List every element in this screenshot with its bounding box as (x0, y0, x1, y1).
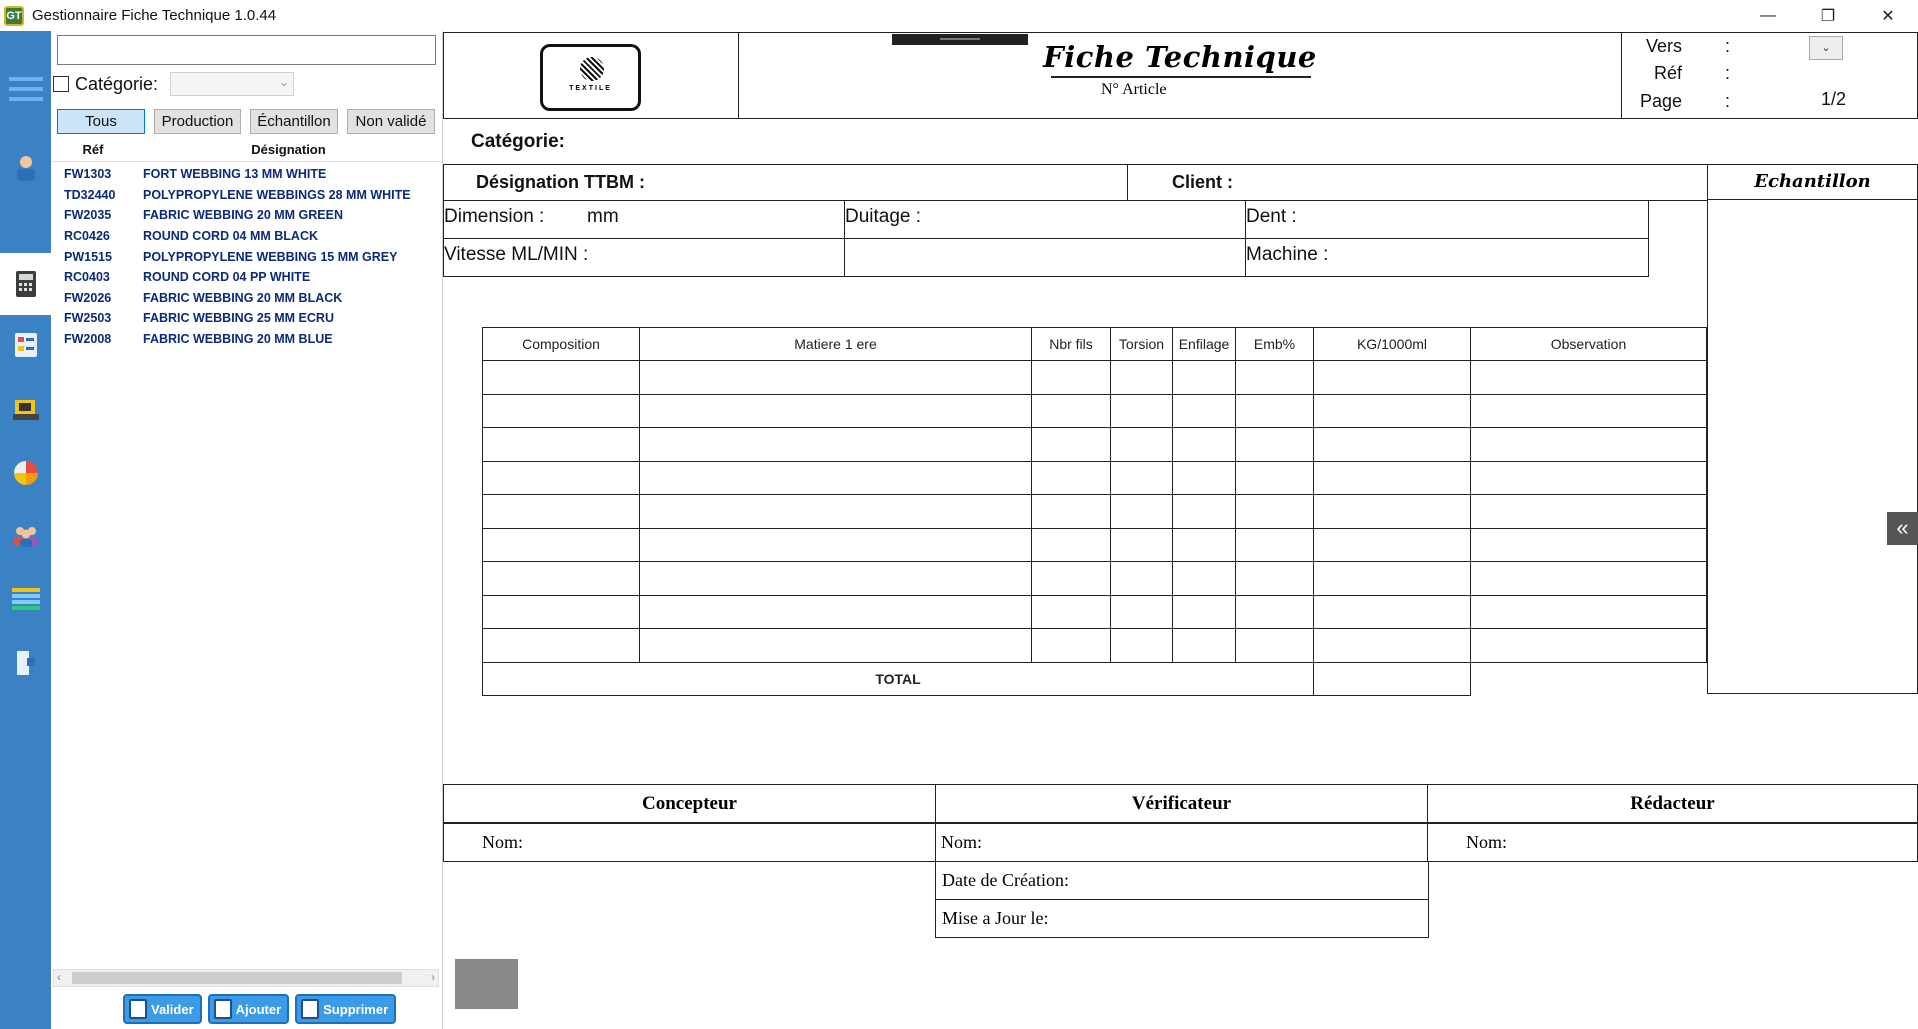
list-icon[interactable] (0, 574, 51, 624)
page-label: Page (1640, 91, 1683, 111)
client-cell (1127, 164, 1708, 201)
category-select[interactable] (170, 72, 294, 96)
column-header-designation[interactable]: Désignation (251, 141, 326, 157)
list-item-ref: PW1515 (64, 249, 112, 264)
filter-non-valide-button[interactable]: Non validé (347, 109, 435, 134)
supprimer-label: Supprimer (323, 1001, 389, 1017)
door-exit-icon (15, 650, 37, 676)
col-nbr-fils: Nbr fils (1032, 328, 1111, 361)
company-logo (540, 44, 641, 111)
col-enfilage: Enfilage (1173, 328, 1236, 361)
supprimer-button[interactable] (295, 994, 396, 1024)
designation-label: Désignation TTBM : (476, 172, 645, 192)
col-observation: Observation (1471, 328, 1707, 361)
app-icon: GT (4, 6, 24, 26)
table-row[interactable] (483, 528, 1707, 562)
redacteur-header: Rédacteur (1427, 784, 1918, 823)
dent-cell (1245, 200, 1649, 239)
designation-cell (443, 164, 1128, 201)
list-item[interactable] (51, 288, 442, 309)
filter-tous-button[interactable]: Tous (57, 109, 145, 134)
total-label: TOTAL (483, 662, 1314, 696)
list-item-designation: FORT WEBBING 13 MM WHITE (143, 167, 327, 182)
article-list-panel (51, 31, 443, 1029)
form-icon[interactable] (0, 320, 51, 370)
action-buttons (123, 994, 396, 1024)
col-kg: KG/1000ml (1314, 328, 1471, 361)
fingerprint-icon (580, 57, 604, 81)
redacteur-nom: Nom: (1427, 823, 1918, 862)
list-item[interactable] (51, 164, 442, 185)
composition-table (482, 327, 1707, 696)
article-list (51, 164, 442, 349)
list-item-ref: FW2026 (64, 290, 112, 305)
colon: : (1725, 91, 1731, 111)
scroll-thumb[interactable] (72, 972, 402, 984)
vitesse-label: Vitesse ML/MIN : (444, 244, 589, 265)
article-number-label: N° Article (1101, 81, 1167, 98)
colon: : (1725, 36, 1731, 56)
table-row[interactable] (483, 629, 1707, 663)
table-row[interactable] (483, 562, 1707, 596)
window-controls (1738, 0, 1918, 31)
version-select[interactable] (1809, 36, 1843, 60)
list-item-designation: FABRIC WEBBING 20 MM BLUE (143, 332, 333, 347)
duitage-label: Duitage : (845, 206, 922, 227)
filter-echantillon-button[interactable]: Échantillon (250, 109, 338, 134)
table-header-row (483, 328, 1707, 361)
chevron-down-icon: ⌄ (279, 75, 290, 89)
vers-label: Vers (1646, 36, 1683, 56)
search-input[interactable] (57, 35, 436, 65)
empty-cell (1471, 662, 1707, 696)
list-item-designation: FABRIC WEBBING 20 MM BLACK (143, 290, 343, 305)
mise-a-jour: Mise a Jour le: (935, 899, 1429, 938)
vitesse-cell (443, 238, 845, 277)
category-checkbox[interactable] (53, 76, 69, 92)
list-item-ref: FW2503 (64, 311, 112, 326)
list-item[interactable] (51, 329, 442, 350)
scroll-left-icon[interactable]: ‹ (57, 970, 61, 984)
close-button[interactable]: ✕ (1881, 7, 1895, 25)
document-list-icon (15, 333, 37, 357)
document-title: Fiche Technique (1043, 40, 1317, 74)
list-item-ref: RC0426 (64, 229, 110, 244)
status-filters (57, 109, 435, 134)
table-row[interactable] (483, 461, 1707, 495)
dimension-cell (443, 200, 845, 239)
calculator-glyph-icon (16, 271, 36, 297)
list-item-designation: ROUND CORD 04 MM BLACK (143, 229, 318, 244)
verificateur-nom: Nom: (935, 823, 1428, 862)
minimize-button[interactable]: — (1760, 6, 1776, 24)
list-header (51, 137, 442, 162)
concepteur-nom: Nom: (443, 823, 936, 862)
menu-icon[interactable] (0, 64, 51, 114)
chart-icon[interactable] (0, 448, 51, 498)
valider-label: Valider (151, 1001, 194, 1017)
add-doc-icon (214, 999, 232, 1019)
list-item-ref: TD32440 (64, 187, 116, 202)
title-bar (0, 0, 1918, 31)
list-item[interactable] (51, 205, 442, 226)
col-torsion: Torsion (1111, 328, 1173, 361)
client-label: Client : (1172, 172, 1233, 192)
list-item-ref: FW2035 (64, 208, 112, 223)
verificateur-header: Vérificateur (935, 784, 1428, 823)
table-row[interactable] (483, 428, 1707, 462)
validate-doc-icon (129, 999, 147, 1019)
list-item[interactable] (51, 308, 442, 329)
dimension-unit: mm (587, 206, 619, 227)
page-value: 1/2 (1821, 89, 1847, 109)
machine-cell (1245, 238, 1649, 277)
concepteur-header: Concepteur (443, 784, 936, 823)
ajouter-button[interactable] (208, 994, 290, 1024)
date-creation: Date de Création: (935, 861, 1429, 900)
list-item[interactable] (51, 185, 442, 206)
duitage-cell (844, 200, 1246, 239)
calculator-icon[interactable] (0, 253, 51, 315)
list-item-designation: FABRIC WEBBING 25 MM ECRU (143, 311, 334, 326)
title-underline (1051, 76, 1311, 78)
nav-rail (0, 31, 51, 1029)
dimension-label: Dimension : (444, 206, 545, 227)
logo-text: TEXTILE (569, 85, 612, 92)
table-row[interactable] (483, 495, 1707, 529)
chevron-down-icon: ⌄ (1821, 42, 1831, 54)
logo-cell (443, 32, 739, 119)
machine-label: Machine : (1246, 244, 1329, 265)
ref-label: Réf (1654, 63, 1683, 83)
delete-doc-icon (301, 999, 319, 1019)
scroll-right-icon[interactable]: › (431, 970, 435, 984)
filter-production-button[interactable]: Production (154, 109, 241, 134)
restore-button[interactable]: ❐ (1820, 7, 1836, 25)
list-item-designation: FABRIC WEBBING 20 MM GREEN (143, 208, 344, 223)
placeholder-thumbnail[interactable] (455, 959, 518, 1009)
list-item-designation: ROUND CORD 04 PP WHITE (143, 270, 311, 285)
ajouter-label: Ajouter (235, 1001, 282, 1017)
column-header-ref[interactable]: Réf (82, 141, 104, 157)
total-row (483, 662, 1707, 696)
valider-button[interactable] (123, 994, 202, 1024)
table-row[interactable] (483, 394, 1707, 428)
team-icon[interactable] (0, 511, 51, 561)
list-item-designation: POLYPROPYLENE WEBBING 15 MM GREY (143, 249, 398, 264)
window-title: Gestionnaire Fiche Technique 1.0.44 (32, 7, 277, 24)
hamburger-icon (9, 76, 43, 102)
col-emb: Emb% (1236, 328, 1314, 361)
collapse-panel-button[interactable]: « (1887, 512, 1918, 545)
echantillon-box (1707, 164, 1918, 694)
colon: : (1725, 63, 1731, 83)
people-icon (12, 525, 40, 547)
col-composition: Composition (483, 328, 640, 361)
stacked-list-icon (12, 588, 40, 610)
person-icon (14, 155, 38, 181)
category-filter-row (53, 69, 294, 99)
category-label: Catégorie: (75, 73, 159, 94)
machine-icon[interactable] (0, 385, 51, 435)
user-icon[interactable] (0, 143, 51, 193)
list-item-ref: FW2008 (64, 332, 112, 347)
list-item-ref: RC0403 (64, 270, 110, 285)
fiche-technique-document (443, 31, 1918, 1029)
loom-icon (13, 398, 39, 422)
col-matiere: Matiere 1 ere (640, 328, 1032, 361)
list-item-designation: POLYPROPYLENE WEBBINGS 28 MM WHITE (143, 187, 411, 202)
echantillon-title: Echantillon (1708, 165, 1917, 200)
list-item[interactable] (51, 267, 442, 288)
list-item-ref: FW1303 (64, 167, 112, 182)
list-item[interactable] (51, 246, 442, 267)
version-cell (1621, 32, 1918, 119)
horizontal-scrollbar[interactable] (53, 969, 439, 987)
list-item[interactable] (51, 226, 442, 247)
exit-icon[interactable] (0, 638, 51, 688)
title-cell (738, 32, 1622, 119)
empty-cell (844, 238, 1246, 277)
table-row[interactable] (483, 595, 1707, 629)
pie-chart-icon (14, 461, 38, 485)
total-value (1314, 662, 1471, 696)
dent-label: Dent : (1246, 206, 1297, 227)
table-row[interactable] (483, 361, 1707, 395)
doc-categorie-label: Catégorie: (471, 131, 565, 152)
